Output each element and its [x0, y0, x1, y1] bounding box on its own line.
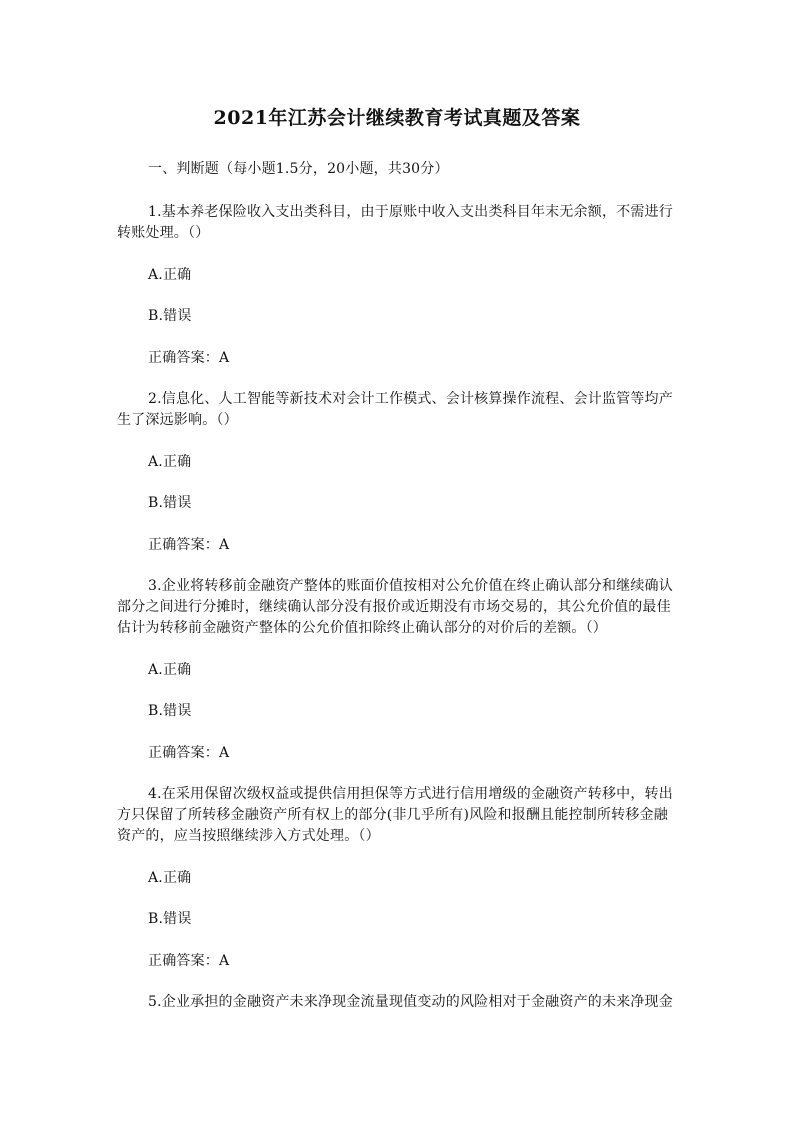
question-4-line-1: 4.在采用保留次级权益或提供信用担保等方式进行信用增级的金融资产转移中，转出 — [148, 786, 673, 802]
question-3-line-3: 估计为转移前金融资产整体的公允价值扣除终止确认部分的对价后的差额。（） — [117, 620, 607, 636]
question-2-option-b: B.错误 — [148, 495, 192, 511]
question-4-option-a: A.正确 — [148, 870, 192, 886]
question-1-line-2: 转账处理。（） — [117, 225, 210, 241]
question-3-line-2: 部分之间进行分摊时，继续确认部分没有报价或近期没有市场交易的，其公允价值的最佳 — [117, 599, 671, 615]
question-4-option-b: B.错误 — [148, 911, 192, 927]
question-3-line-1: 3.企业将转移前金融资产整体的账面价值按相对公允价值在终止确认部分和继续确认 — [148, 578, 673, 594]
question-3-option-a: A.正确 — [148, 662, 192, 678]
question-4-answer: 正确答案：A — [148, 953, 230, 969]
document-title: 2021年江苏会计继续教育考试真题及答案 — [213, 107, 581, 129]
question-4-line-3: 资产的，应当按照继续涉入方式处理。（） — [117, 828, 380, 844]
question-2-line-1: 2.信息化、人工智能等新技术对会计工作模式、会计核算操作流程、会计监管等均产 — [148, 391, 673, 407]
question-1-option-b: B.错误 — [148, 308, 192, 324]
question-4-line-2: 方只保留了所转移金融资产所有权上的部分(非几乎所有)风险和报酬且能控制所转移金融 — [117, 807, 668, 823]
question-1-answer: 正确答案：A — [148, 350, 230, 366]
question-2-line-2: 生了深远影响。（） — [117, 412, 238, 428]
question-3-option-b: B.错误 — [148, 703, 192, 719]
question-1-line-1: 1.基本养老保险收入支出类科目，由于原账中收入支出类科目年末无余额，不需进行 — [148, 204, 673, 220]
question-5-line-1: 5.企业承担的金融资产未来净现金流量现值变动的风险相对于金融资产的未来净现金 — [148, 994, 673, 1010]
section-heading: 一、判断题（每小题1.5分，20小题，共30分） — [148, 161, 449, 177]
question-2-answer: 正确答案：A — [148, 537, 230, 553]
question-3-answer: 正确答案：A — [148, 745, 230, 761]
question-2-option-a: A.正确 — [148, 454, 192, 470]
question-1-option-a: A.正确 — [148, 267, 192, 283]
